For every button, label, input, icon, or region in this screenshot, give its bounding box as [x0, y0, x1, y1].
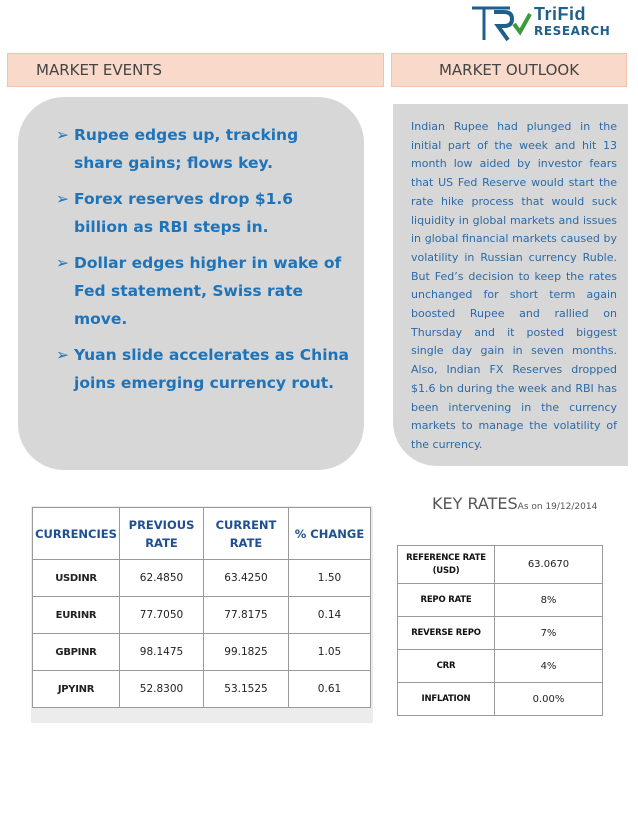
- key-rates-title: [432, 494, 597, 513]
- rate-value: 7%: [495, 617, 603, 650]
- arrow-bullet-icon: ➢: [56, 254, 69, 272]
- rate-label: REPO RATE: [398, 584, 495, 617]
- arrow-bullet-icon: ➢: [56, 346, 69, 364]
- column-header: CURRENT RATE: [204, 508, 289, 560]
- market-events-panel: [18, 97, 364, 470]
- rupee-check-logo-icon: [470, 2, 532, 44]
- event-text: Dollar edges higher in wake of Fed statement, Swiss rate move.: [74, 254, 342, 328]
- rate-label: REFERENCE RATE (USD): [398, 546, 495, 584]
- table-header-row: [33, 508, 371, 560]
- market-outlook-panel: [393, 104, 628, 466]
- previous-rate: 77.7050: [120, 597, 204, 634]
- previous-rate: 52.8300: [120, 671, 204, 708]
- key-rates-panel: [397, 545, 603, 716]
- event-text: Yuan slide accelerates as China joins emerging currency rout.: [74, 346, 349, 392]
- key-rates-date: As on 19/12/2014: [517, 502, 598, 512]
- event-item: [56, 341, 352, 397]
- currency-pair: EURINR: [33, 597, 120, 634]
- rate-value: 63.0670: [495, 546, 603, 584]
- event-item: [56, 249, 352, 333]
- column-header: CURRENCIES: [33, 508, 120, 560]
- table-row: [398, 584, 603, 617]
- event-item: [56, 185, 352, 241]
- current-rate: 99.1825: [204, 634, 289, 671]
- previous-rate: 62.4850: [120, 560, 204, 597]
- previous-rate: 98.1475: [120, 634, 204, 671]
- market-outlook-header: MARKET OUTLOOK: [391, 53, 627, 87]
- currency-pair: USDINR: [33, 560, 120, 597]
- trifid-logo: [470, 2, 620, 44]
- table-row: [398, 546, 603, 584]
- arrow-bullet-icon: ➢: [56, 190, 69, 208]
- event-text: Forex reserves drop $1.6 billion as RBI steps in.: [74, 190, 294, 236]
- market-events-header: MARKET EVENTS: [7, 53, 384, 87]
- percent-change: 1.05: [289, 634, 371, 671]
- currency-pair: GBPINR: [33, 634, 120, 671]
- table-row: [33, 671, 371, 708]
- rate-value: 4%: [495, 650, 603, 683]
- current-rate: 77.8175: [204, 597, 289, 634]
- table-row: [33, 634, 371, 671]
- currency-pair: JPYINR: [33, 671, 120, 708]
- event-text: Rupee edges up, tracking share gains; flows key.: [74, 126, 299, 172]
- logo-name-top: TriFid: [534, 4, 586, 24]
- table-row: [398, 650, 603, 683]
- table-row: [398, 683, 603, 716]
- current-rate: 53.1525: [204, 671, 289, 708]
- market-outlook-text: Indian Rupee had plunged in the initial part of the week and hit 13 month low aided by investor fears that US Fed Reserve would start the rate hike process that would suck liquidity in global markets and issues in global financial markets caused by volatility in Russian currency Ruble. But Fed’s decision to keep the rates unchanged for short term again boosted Rupee and rallied on Thursday and it posted biggest single day gain in seven months. Also, Indian FX Reserves dropped $1.6 bn during the week and RBI has been intervening in the currency markets to manage the volatility of the currency.: [411, 120, 617, 451]
- rate-label: INFLATION: [398, 683, 495, 716]
- currency-table-panel: [31, 506, 373, 723]
- percent-change: 1.50: [289, 560, 371, 597]
- column-header: % CHANGE: [289, 508, 371, 560]
- currency-table: [32, 507, 371, 708]
- rate-value: 8%: [495, 584, 603, 617]
- rate-label: REVERSE REPO: [398, 617, 495, 650]
- table-row: [398, 617, 603, 650]
- percent-change: 0.61: [289, 671, 371, 708]
- percent-change: 0.14: [289, 597, 371, 634]
- rate-label: CRR: [398, 650, 495, 683]
- arrow-bullet-icon: ➢: [56, 126, 69, 144]
- table-row: [33, 597, 371, 634]
- key-rates-heading: KEY RATES: [432, 494, 518, 513]
- event-item: [56, 121, 352, 177]
- column-header: PREVIOUS RATE: [120, 508, 204, 560]
- current-rate: 63.4250: [204, 560, 289, 597]
- rate-value: 0.00%: [495, 683, 603, 716]
- table-row: [33, 560, 371, 597]
- logo-name-bottom: RESEARCH: [534, 24, 611, 38]
- key-rates-table: [397, 545, 603, 716]
